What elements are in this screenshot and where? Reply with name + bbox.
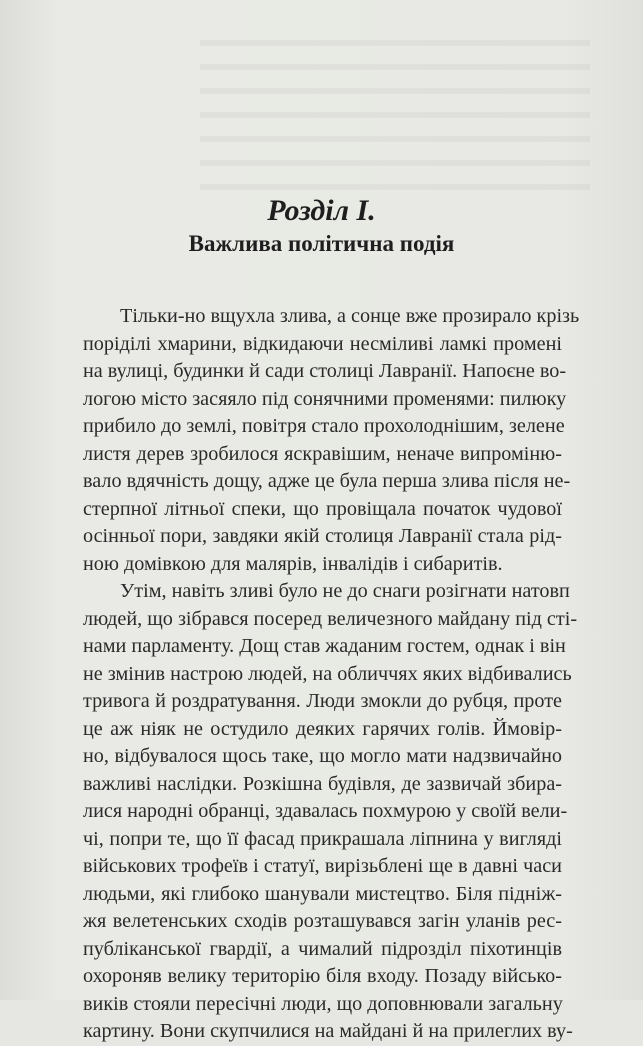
- paragraph-1-line: стерпної літньої спеки, що провіщала початок чудової: [83, 497, 562, 520]
- paragraph-1-line: логою місто засяяло під сонячними променями: пилюку: [83, 387, 567, 410]
- paragraph-2-line: людей, що зібрався посеред величезного майдану під сті-: [83, 607, 578, 630]
- paragraph-2-line: публіканської гвардії, а чималий підрозділ піхотинців: [83, 937, 562, 960]
- show-through-text: [200, 40, 590, 200]
- paragraph-2-line: чі, попри те, що її фасад прикрашала ліпнина у вигляді: [83, 827, 562, 850]
- paragraph-2-line: Утім, навіть зливі було не до снаги розігнати натовп: [120, 580, 570, 602]
- paragraph-1-line: прибило до землі, повітря стало прохолоднішим, зелене: [83, 415, 565, 437]
- paragraph-2-line: важливі наслідки. Розкішна будівля, де зазвичай збира-: [83, 772, 562, 795]
- paragraph-2-line: не змінив настрою людей, на обличчях яких відбивались: [83, 662, 572, 685]
- paragraph-2-line: жя велетенських сходів розташувався загін уланів рес-: [83, 910, 562, 932]
- paragraph-2-line: охороняв велику територію біля входу. Позаду військо-: [83, 965, 562, 987]
- paragraph-2-line: лися народні обранці, здавалась похмурою у своїй вели-: [83, 800, 568, 822]
- paragraph-2-line: людьми, які глибоко шанували мистецтво. Біля підніж-: [83, 882, 562, 905]
- paragraph-1-line: ною домівкою для малярів, інвалідів і сибаритів.: [83, 552, 503, 575]
- paragraph-2-line: тривога й роздратування. Люди змокли до рубця, проте: [83, 690, 562, 712]
- paragraph-1-line: Тільки-но вщухла злива, а сонце вже прозирало крізь: [120, 305, 580, 327]
- chapter-title: Розділ І.: [267, 194, 376, 227]
- paragraph-2-line: но, відбувалося щось таке, що могло мати надзвичайно: [83, 745, 562, 767]
- paragraph-1-line: осінньої пори, завдяки якій столиця Лавранії стала рід-: [83, 525, 562, 547]
- paragraph-1-line: поріділі хмарини, відкидаючи несміливі ламкі промені: [83, 332, 562, 355]
- paragraph-1-line: на вулиці, будинки й сади столиці Лавранії. Напоєне во-: [83, 360, 567, 382]
- chapter-subtitle: Важлива політична подія: [188, 231, 455, 256]
- paragraph-1-line: вало вдячність дощу, адже це була перша злива після не-: [83, 470, 571, 492]
- paragraph-2-line: картину. Вони скупчилися на майдані й на прилеглих ву-: [83, 1020, 573, 1042]
- paragraph-2-line: нами парламенту. Дощ став жаданим гостем, однак і він: [83, 635, 566, 657]
- paragraph-2-line: військових трофеїв і статуї, вирізьблені ще в давні часи: [83, 855, 562, 877]
- paragraph-2-line: виків стояли пересічні люди, що доповнювали загальну: [83, 992, 563, 1015]
- paragraph-2-line: це аж ніяк не остудило деяких гарячих голів. Ймовір-: [83, 717, 562, 740]
- paragraph-1-line: листя дерев зробилося яскравішим, неначе випроміню-: [83, 442, 562, 465]
- body-text: [83, 303, 580, 1046]
